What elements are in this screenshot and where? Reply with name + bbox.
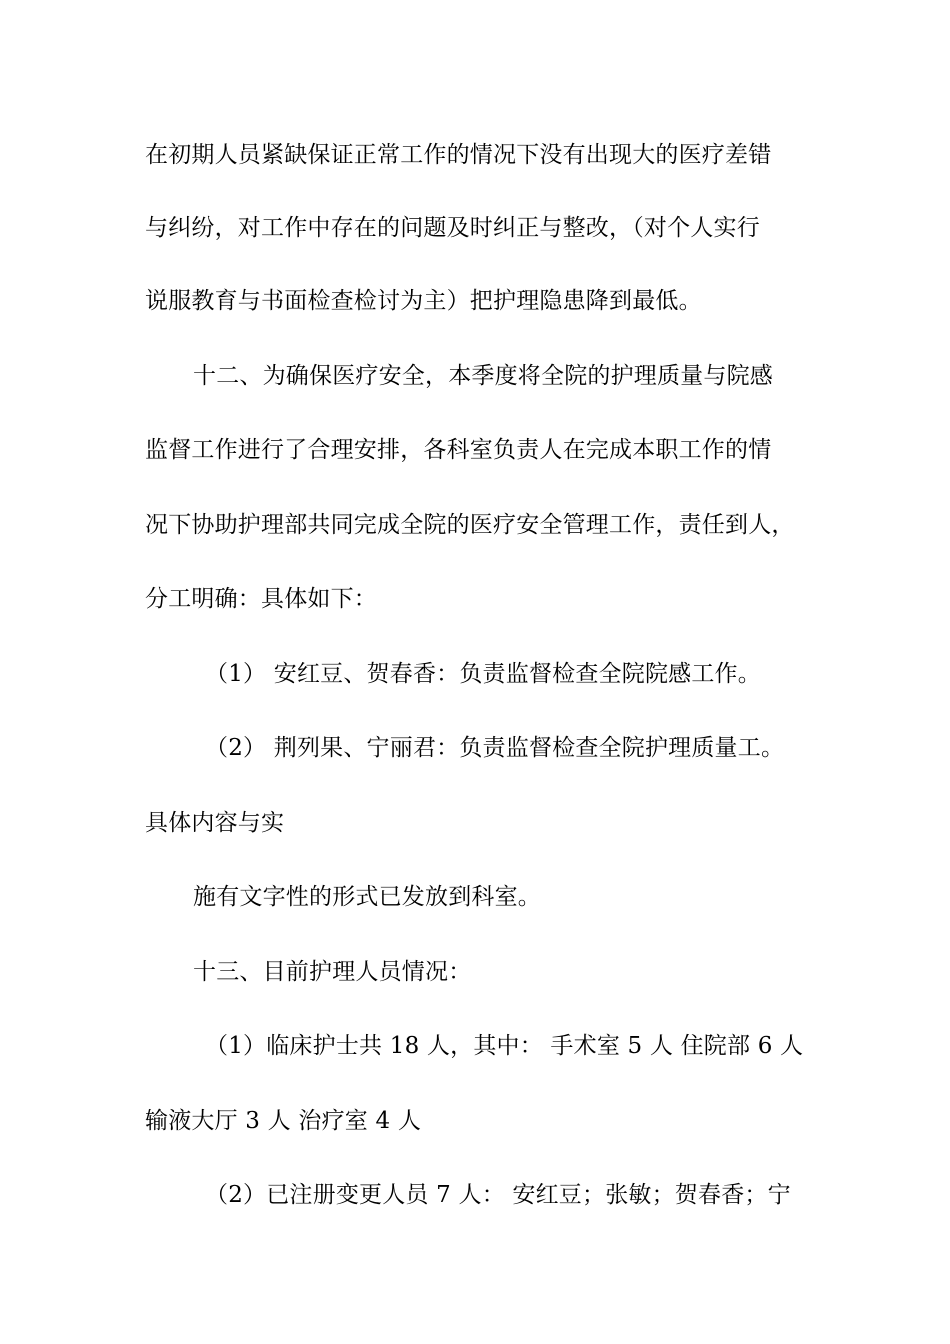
- paragraph-line-10: 具体内容与实: [145, 810, 285, 836]
- paragraph-line-7: 分工明确：具体如下：: [145, 586, 377, 612]
- section-13-heading-line: 十三、目前护理人员情况：: [193, 959, 472, 985]
- paragraph-line-1: 在初期人员紧缺保证正常工作的情况下没有出现大的医疗差错: [145, 142, 772, 168]
- paragraph-line-14: 输液大厅 3 人 治疗室 4 人: [145, 1108, 422, 1134]
- paragraph-line-2: 与纠纷，对工作中存在的问题及时纠正与整改，（对个人实行: [145, 215, 760, 241]
- section-12-heading-line: 十二、为确保医疗安全，本季度将全院的护理质量与院感: [193, 363, 773, 389]
- paragraph-line-11: 施有文字性的形式已发放到科室。: [193, 884, 541, 910]
- paragraph-line-3: 说服教育与书面检查检讨为主）把护理隐患降到最低。: [145, 288, 702, 314]
- list-item-nurses: （1）临床护士共 18 人，其中： 手术室 5 人 住院部 6 人: [205, 1033, 804, 1059]
- list-item-1: （1） 安红豆、贺春香：负责监督检查全院院感工作。: [205, 661, 761, 687]
- list-item-registered: （2）已注册变更人员 7 人： 安红豆；张敏；贺春香；宁: [205, 1182, 791, 1208]
- list-item-2: （2） 荆列果、宁丽君：负责监督检查全院护理质量工。: [205, 735, 785, 761]
- paragraph-line-5: 监督工作进行了合理安排，各科室负责人在完成本职工作的情: [145, 437, 772, 463]
- paragraph-line-6: 况下协助护理部共同完成全院的医疗安全管理工作，责任到人，: [145, 512, 795, 538]
